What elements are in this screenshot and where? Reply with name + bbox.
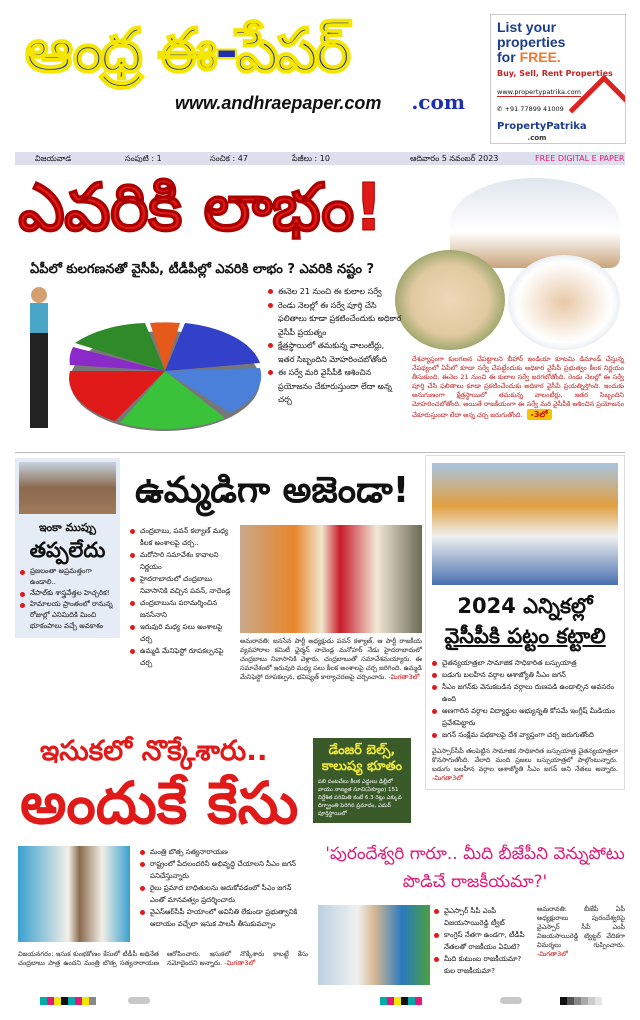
sand-kicker: ఇసుకలో నొక్కేశారు.. [40,734,268,767]
pie-slice [165,323,260,371]
surveyor-figure [30,303,48,333]
bullet: సీఎం జగన్‌కు వెనుకబడిన వర్గాలు రుణపడి ఉండాల్సిన అవసరం ఉంది [432,681,618,705]
sand-body [18,950,308,968]
byline[interactable]: -మిగతా3లో [224,959,256,967]
lead-headline[interactable]: ఎవరికి లాభం! [18,169,383,246]
bullet: ఈ సర్వే మరి వైసీపీకి ఆశించిన ప్రయోజనం చేకూరుస్తుందా లేదా అన్న చర్చ [268,366,403,407]
lead-bullets [268,285,403,407]
ad-brand: PropertyPatrika [497,121,587,133]
bullet: మంత్రి బొత్స సత్యనారాయణ [140,846,308,858]
ad-free: FREE. [519,49,561,65]
right-headline-line2: వైసీపీకి పట్టం కట్టాలి [444,624,606,648]
sand-bullets [140,846,308,930]
bullet: మరోసారి సమావేశం కావాలని నిర్ణయం [130,549,235,573]
bullet: చంద్రబాబు, పవన్ కల్యాణ్ మధ్య కీలక అంశాలపై చర్చ.. [130,525,235,549]
registration-mark [128,997,150,1004]
byline[interactable]: -మిగతా3లో [537,950,568,958]
center-body [240,637,422,682]
sidebar-headline[interactable]: తప్పలేదు [29,538,106,562]
logo-text: ఆంధ్ర ఈ-పేపర్ [25,16,348,86]
bullet: రెండు నెలల్లో ఈ సర్వే పూర్తి చేసి ఫలితాలు కూడా ప్రకటించేందుకు అధికార వైసీపీ ప్రయత్నం [268,299,403,340]
bullet: రైలు ప్రమాద బాధితులను ఆదుకోవడంలో సీఎం జగన్ ఎంతో మానవత్వం ప్రదర్శించారు [140,882,308,906]
logo-com: .com [411,90,465,114]
ad-tagline: Buy, Sell, Rent Properties [497,69,613,78]
bullet: క్షేత్రస్థాయిలో తమకున్న వాలంటీర్లు, ఇతర సిబ్బందిని మోహరించబోతోంది [268,339,403,366]
pawan-chandrababu-photo [240,525,422,633]
volume: సంపుటి : 1 [125,154,162,163]
bullet: ప్రజలంతా అప్రమత్తంగా ఉండాలి.. [20,566,115,588]
purandeswari-body-text: అమరావతి: బీజేపీ ఏపీ అధ్యక్షురాలు పురందేశ్వరిపై వైఎస్సార్ సీపీ ఎంపీ విజయసాయిరెడ్డి ట్విట్టర్ వేదికగా విమర్శలు గుప్పించారు. [537,905,625,949]
divider [15,452,625,453]
lead-body-text: దేశవ్యాప్తంగా కులగణన చేపట్టాలని బీహార్ ఇండియా కూటమి డిమాండ్ చేస్తున్న నేపథ్యంలో ఏపీలో కూడా సర్వే చేపట్టేందుకు అధికార వైసీపీ ప్రభుత్వం కీలక నిర్ణయం తీసుకుంది. ఈనెల 21 నుంచి ఈ కులాల సర్వే జరగబోతోంది. రెండు నెలల్లో ఈ సర్వే పూర్తి చేసి ఫలితాలు కూడా ప్రకటించేందుకు అధికార వైసీపీ ప్రయత్నిస్తోంది. ఇందుకు అనుగుణంగా క్షేత్రస్థాయిలో తమకున్న వాలంటీర్లు, ఇతర సిబ్బందిని మోహరించబోతోంది. అయితే రాజకీయంగా ఈ సర్వే మరి వైసీపీకి ఆశించిన ప్రయోజనం చేకూరుస్తుందా లేదా అన్న చర్చ జరుగుతోంది. [412,355,624,419]
botsa-photo [18,846,130,942]
issue: సంచిక : 47 [210,154,248,163]
bullet: బడుగు బలహీన వర్గాల ఆశాజ్యోతి సీఎం జగన్ [432,669,618,681]
right-body-text: వైఎస్సార్‌సీపీ తలపెట్టిన సామాజిక సాధికారిత బస్సుయాత్ర చైతన్యయాత్రలా కొనసాగుతోంది. వేలాది మంది ప్రజలు బస్సుయాత్రలో పాల్గొంటున్నారు. బడుగు బలహీన వర్గాల ఆశాజ్యోతి సీఎం జగన్ అని నేతలు అన్నారు. [432,747,618,773]
photo-chandrababu [395,250,505,350]
pages: పేజీలు : 10 [292,154,330,163]
vijayasai-purandeswari-photo [318,905,430,985]
page-ref[interactable]: -3లో [527,409,552,420]
color-bar-right [560,997,602,1005]
color-bar-middle [380,997,422,1005]
bullet: మీది కుటుంబ రాజకీయమా? కుల రాజకీయమా? [434,953,532,977]
ad-line: for [497,49,520,65]
lead-subheadline: ఏపీలో కులగణనతో వైసీపీ, టీడీపీల్లో ఎవరికి లాభం ? ఎవరికి నష్టం ? [30,262,375,277]
bullet: ఈనెల 21 నుంచి ఈ కులాల సర్వే [268,285,403,299]
registration-mark [500,997,522,1004]
center-story [130,525,422,682]
purandeswari-body [537,905,625,959]
ad-line: List your [497,19,557,35]
right-body [432,747,618,783]
phone-icon: ✆ [497,105,505,113]
house-icon [569,75,626,144]
sidebar-kicker: ఇంకా ముప్పు [38,521,97,534]
byline[interactable]: -మిగతా3లో [432,774,463,782]
pollution-body: పలి పంటచేలు కీలక ఎద్దులు ఢిల్లీలో వాయు నాణ్యత సూచి(ఏక్యూఐ) 151 నిర్దేశిత పరిమితి కంటే 6.3 రెట్లు ఎక్కువ దిగ్భ్రాంతి పెరిగిన ప్రమాదం, ఎమర్ పూర్తిస్థాయిలో [318,779,402,817]
color-bar-left [40,997,96,1005]
bullet: కాంగ్రెస్ నేతగా ఉండగా, టీడీపీ నేతలతో రాజకీయం ఏమిటి? [434,929,532,953]
center-bullets [130,525,235,682]
center-body-text: అమరావతి: జనసేన పార్టీ అధ్యక్షుడు పవన్ కళ్యాణ్, ఆ పార్టీ రాజకీయ వ్యవహారాల కమిటీ ఛైర్మన్ నాదెండ్ల మనోహర్ నేడు హైదరాబాదులో చంద్రబాబు నివాసానికి వెళ్లారు. చంద్రబాబుతో సమావేశమయ్యారు. ఈ సమావేశంలో ఇరువురి మధ్య పలు కీలక అంశాలపై చర్చ జరిగింది. ఉమ్మడి మేనిఫెస్టో రూపకల్పన, భవిష్యత్ కార్యాచరణపై చర్చించారు. [240,637,422,681]
sand-headline[interactable]: అందుకే కేసు [20,769,299,837]
ad-brand-com: .com [527,133,547,142]
lead-body [412,355,624,420]
right-headline-line1: 2024 ఎన్నికల్లో [457,594,593,618]
rubble-photo [19,462,116,514]
bullet: వైఎస్సార్ సీపీ ఎంపీ విజయసాయిరెడ్డి ట్వీట్ [434,905,532,929]
photo-pawan [508,255,620,350]
bullet: అణగారిన వర్గాల విద్యార్థుల అభ్యున్నతి కోసమే ఇంగ్లీష్ మీడియం ప్రవేశపెట్టారు [432,705,618,729]
right-bullets [432,657,618,741]
right-headline[interactable] [432,591,618,651]
city: విజయవాడ [35,154,72,163]
free-label: FREE DIGITAL E PAPER [535,154,625,163]
ad-line: properties [497,34,566,50]
purandeswari-bullets [434,905,532,977]
bullet: జగన్ సంక్షేమ పథకాలపై దేశ వ్యాప్తంగా చర్చ జరుగుతోంది [432,729,618,741]
rally-photo [432,463,618,585]
bullet: రాష్ట్రంలో పేదలందరినీ అభివృద్ధి చేయాలని సీఎం జగన్ పనిచేస్తున్నారు [140,858,308,882]
property-ad[interactable] [490,14,626,144]
bullet: చైతన్యయాత్రలా సామాజిక సాధికారిత బస్సుయాత్ర [432,657,618,669]
masthead-logo[interactable] [25,14,480,114]
pollution-headline: డేంజర్ బెల్స్, కాలుష్య భూతం [321,743,403,774]
photo-jagan [450,178,620,268]
purandeswari-headline[interactable]: 'పురందేశ్వరి గారూ.. మీది బీజేపీని వెన్నుపోటు పొడిచే రాజకీయమా?' [325,844,625,892]
bullet: హైదరాబాదులో చంద్రబాబు నివాసానికి వచ్చిన పవన్, నాదెండ్ల [130,573,235,597]
center-headline[interactable]: ఉమ్మడిగా అజెండా! [135,470,410,511]
bullet: ఉమ్మడి మేనిఫెస్టో రూపకల్పనపై చర్చ [130,645,235,669]
pollution-box[interactable] [313,738,411,823]
nepal-story-box [15,458,120,638]
ad-phone: +91 77899 41009 [504,105,564,113]
bullet: వైఎస్‌ఆర్‌సీపీ హయాంలో అవినీతి లేకుండా ప్రభుత్వానికి ఆదాయం వచ్చేలా ఇసుక పాలసీ తీసుకువచ్చాం [140,906,308,930]
byline[interactable]: -మిగతా3లో [388,673,420,681]
bullet: ఇరువురి మధ్య పలు అంశాలపై చర్చ [130,621,235,645]
bullet: నేపాల్‌కు శాస్త్రవేత్తల హెచ్చరిక! [20,588,115,599]
caste-census-pie-graphic [15,283,265,438]
bullet: హిమాలయ ప్రాంతంలో రానున్న రోజుల్లో ఎనిమిదికి మించి భూకంపాలు వచ్చే అవకాశం [20,599,115,632]
sand-body-text: విజయనగరం: ఇసుక కుంభకోణం కేసులో టీడీపీ అధినేత చంద్రబాబు పాత్ర ఉందని మంత్రి బొత్స సత్యనారాయణ ఆరోపించారు. ఇసుకలో నొక్కేశారు కాబట్టే కేసు నమోదైందని అన్నారు. [18,950,308,967]
bullet: చంద్రబాబును పరామర్శించిన జనసేనాని [130,597,235,621]
right-story-frame [425,455,625,790]
site-url[interactable]: www.andhraepaper.com [175,93,382,113]
edition-info-bar [15,152,625,165]
date: ఆదివారం 5 నవంబర్ 2023 [410,154,499,163]
ad-website: www.propertypatrika.com [497,88,581,96]
